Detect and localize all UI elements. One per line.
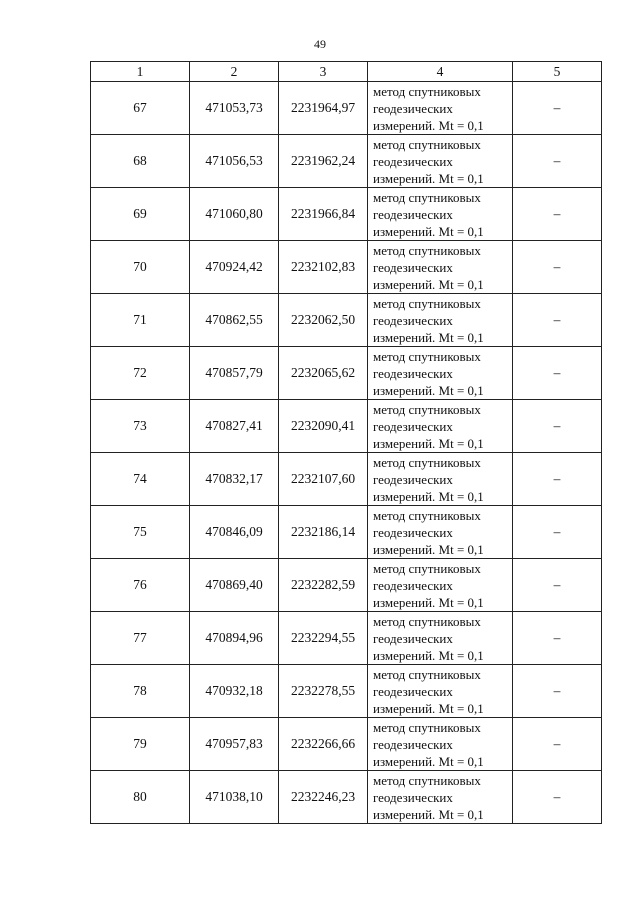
method-line: метод спутниковых — [373, 772, 481, 788]
point-number-cell: 77 — [91, 612, 190, 665]
method-line: метод спутниковых — [373, 401, 481, 417]
point-number-cell: 76 — [91, 559, 190, 612]
point-number-cell: 72 — [91, 347, 190, 400]
column-header-2: 2 — [190, 62, 279, 82]
point-number-cell: 74 — [91, 453, 190, 506]
method-cell — [368, 135, 513, 188]
note-cell: – — [513, 665, 602, 718]
method-line: геодезических — [373, 259, 453, 275]
x-coordinate-cell: 470846,09 — [190, 506, 279, 559]
table-row — [91, 665, 602, 718]
y-coordinate-cell: 2232107,60 — [279, 453, 368, 506]
y-coordinate-cell: 2231964,97 — [279, 82, 368, 135]
y-coordinate-cell: 2232186,14 — [279, 506, 368, 559]
method-line: геодезических — [373, 630, 453, 646]
note-cell: – — [513, 400, 602, 453]
method-cell — [368, 188, 513, 241]
method-line: геодезических — [373, 206, 453, 222]
point-number-cell: 73 — [91, 400, 190, 453]
x-coordinate-cell: 470894,96 — [190, 612, 279, 665]
y-coordinate-cell: 2232282,59 — [279, 559, 368, 612]
method-line: метод спутниковых — [373, 719, 481, 735]
table-row — [91, 612, 602, 665]
method-line: геодезических — [373, 365, 453, 381]
method-line: измерений. Mt = 0,1 — [373, 382, 484, 398]
method-line: геодезических — [373, 100, 453, 116]
table-row — [91, 400, 602, 453]
method-line: измерений. Mt = 0,1 — [373, 700, 484, 716]
method-cell — [368, 771, 513, 824]
method-line: геодезических — [373, 789, 453, 805]
method-line: метод спутниковых — [373, 295, 481, 311]
note-cell: – — [513, 82, 602, 135]
table-row — [91, 771, 602, 824]
method-line: измерений. Mt = 0,1 — [373, 594, 484, 610]
table-body — [91, 82, 602, 824]
method-line: геодезических — [373, 683, 453, 699]
x-coordinate-cell: 471056,53 — [190, 135, 279, 188]
note-cell: – — [513, 135, 602, 188]
method-cell — [368, 400, 513, 453]
method-line: геодезических — [373, 736, 453, 752]
note-cell: – — [513, 241, 602, 294]
point-number-cell: 71 — [91, 294, 190, 347]
note-cell: – — [513, 294, 602, 347]
note-cell: – — [513, 771, 602, 824]
coordinates-table — [90, 61, 602, 824]
method-line: измерений. Mt = 0,1 — [373, 170, 484, 186]
table-row — [91, 135, 602, 188]
method-line: геодезических — [373, 312, 453, 328]
method-line: метод спутниковых — [373, 136, 481, 152]
table-row — [91, 82, 602, 135]
method-cell — [368, 506, 513, 559]
method-cell — [368, 453, 513, 506]
method-line: метод спутниковых — [373, 507, 481, 523]
method-line: метод спутниковых — [373, 348, 481, 364]
table-row — [91, 559, 602, 612]
note-cell: – — [513, 347, 602, 400]
x-coordinate-cell: 470869,40 — [190, 559, 279, 612]
x-coordinate-cell: 471053,73 — [190, 82, 279, 135]
note-cell: – — [513, 718, 602, 771]
note-cell: – — [513, 559, 602, 612]
point-number-cell: 69 — [91, 188, 190, 241]
method-line: измерений. Mt = 0,1 — [373, 223, 484, 239]
column-header-4: 4 — [368, 62, 513, 82]
y-coordinate-cell: 2232246,23 — [279, 771, 368, 824]
method-line: измерений. Mt = 0,1 — [373, 753, 484, 769]
point-number-cell: 79 — [91, 718, 190, 771]
y-coordinate-cell: 2232065,62 — [279, 347, 368, 400]
method-cell — [368, 82, 513, 135]
method-line: измерений. Mt = 0,1 — [373, 806, 484, 822]
method-line: измерений. Mt = 0,1 — [373, 488, 484, 504]
method-cell — [368, 241, 513, 294]
x-coordinate-cell: 470924,42 — [190, 241, 279, 294]
x-coordinate-cell: 470957,83 — [190, 718, 279, 771]
x-coordinate-cell: 470862,55 — [190, 294, 279, 347]
note-cell: – — [513, 188, 602, 241]
method-cell — [368, 347, 513, 400]
x-coordinate-cell: 471038,10 — [190, 771, 279, 824]
method-line: измерений. Mt = 0,1 — [373, 117, 484, 133]
y-coordinate-cell: 2232294,55 — [279, 612, 368, 665]
column-header-1: 1 — [91, 62, 190, 82]
method-line: измерений. Mt = 0,1 — [373, 541, 484, 557]
table-row — [91, 294, 602, 347]
point-number-cell: 78 — [91, 665, 190, 718]
table-row — [91, 188, 602, 241]
table-row — [91, 241, 602, 294]
y-coordinate-cell: 2232090,41 — [279, 400, 368, 453]
x-coordinate-cell: 470857,79 — [190, 347, 279, 400]
method-cell — [368, 718, 513, 771]
y-coordinate-cell: 2232062,50 — [279, 294, 368, 347]
x-coordinate-cell: 470932,18 — [190, 665, 279, 718]
method-cell — [368, 665, 513, 718]
column-header-3: 3 — [279, 62, 368, 82]
method-line: метод спутниковых — [373, 666, 481, 682]
method-line: геодезических — [373, 577, 453, 593]
table-header — [91, 62, 602, 82]
method-line: измерений. Mt = 0,1 — [373, 647, 484, 663]
table-row — [91, 453, 602, 506]
y-coordinate-cell: 2231962,24 — [279, 135, 368, 188]
method-cell — [368, 612, 513, 665]
point-number-cell: 70 — [91, 241, 190, 294]
page-number: 49 — [314, 37, 326, 51]
method-line: геодезических — [373, 418, 453, 434]
method-line: метод спутниковых — [373, 560, 481, 576]
method-line: геодезических — [373, 471, 453, 487]
method-line: метод спутниковых — [373, 242, 481, 258]
table-row — [91, 347, 602, 400]
note-cell: – — [513, 506, 602, 559]
x-coordinate-cell: 470827,41 — [190, 400, 279, 453]
method-line: геодезических — [373, 524, 453, 540]
header-row — [91, 62, 602, 82]
point-number-cell: 80 — [91, 771, 190, 824]
y-coordinate-cell: 2231966,84 — [279, 188, 368, 241]
point-number-cell: 67 — [91, 82, 190, 135]
method-line: геодезических — [373, 153, 453, 169]
point-number-cell: 75 — [91, 506, 190, 559]
note-cell: – — [513, 612, 602, 665]
method-line: измерений. Mt = 0,1 — [373, 329, 484, 345]
point-number-cell: 68 — [91, 135, 190, 188]
method-line: измерений. Mt = 0,1 — [373, 435, 484, 451]
method-line: измерений. Mt = 0,1 — [373, 276, 484, 292]
column-header-5: 5 — [513, 62, 602, 82]
y-coordinate-cell: 2232102,83 — [279, 241, 368, 294]
note-cell: – — [513, 453, 602, 506]
x-coordinate-cell: 471060,80 — [190, 188, 279, 241]
method-cell — [368, 294, 513, 347]
x-coordinate-cell: 470832,17 — [190, 453, 279, 506]
method-line: метод спутниковых — [373, 189, 481, 205]
method-line: метод спутниковых — [373, 454, 481, 470]
table-row — [91, 506, 602, 559]
table-row — [91, 718, 602, 771]
y-coordinate-cell: 2232266,66 — [279, 718, 368, 771]
method-line: метод спутниковых — [373, 83, 481, 99]
y-coordinate-cell: 2232278,55 — [279, 665, 368, 718]
method-cell — [368, 559, 513, 612]
method-line: метод спутниковых — [373, 613, 481, 629]
